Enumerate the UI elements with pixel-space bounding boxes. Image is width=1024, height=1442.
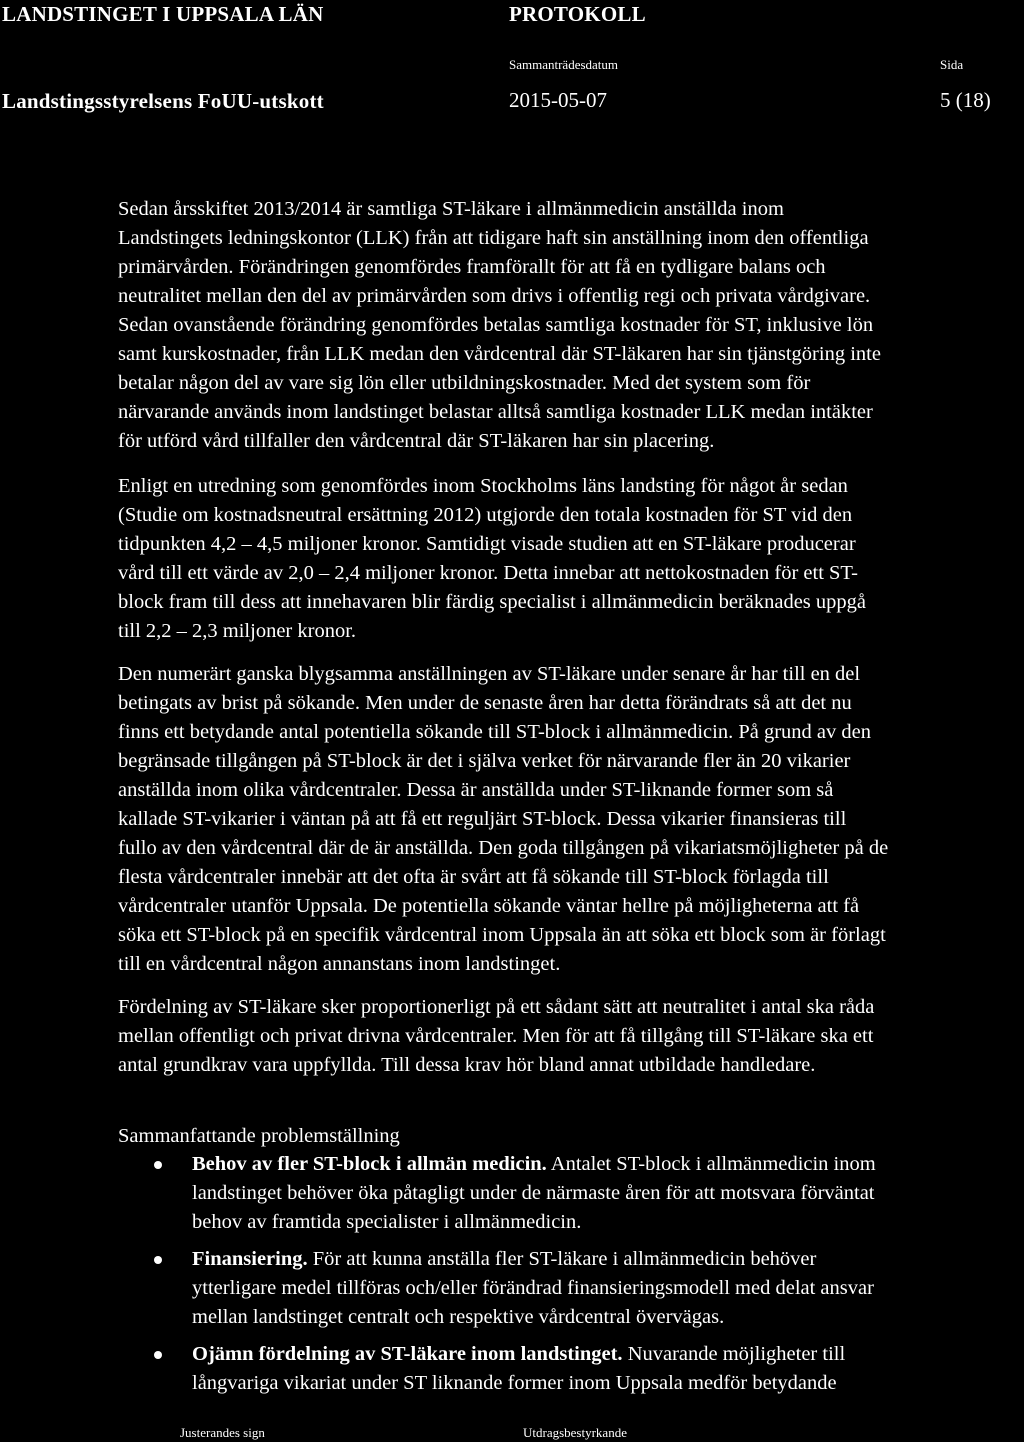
text-line: neutralitet mellan den del av primärvården som drivs i offentlig regi och privata vårdgivare.	[118, 285, 871, 307]
text-line: vård till ett värde av 2,0 – 2,4 miljoner kronor. Detta innebar att nettokostnaden för ett ST-	[118, 562, 858, 584]
text-line: vårdcentraler utanför Uppsala. De potentiella sökande väntar hellre på möjligheterna att få	[118, 895, 860, 917]
list-item-text: Antalet ST-block i allmänmedicin inom	[546, 1153, 876, 1175]
list-item-text: långvariga vikariat under ST liknande former inom Uppsala medför betydande	[192, 1372, 837, 1394]
bullet-icon	[154, 1256, 162, 1264]
text-line: för utförd vård tillfaller den vårdcentral där ST-läkaren har sin placering.	[118, 430, 715, 452]
text-line: närvarande används inom landstinget belastar alltså samtliga kostnader LLK medan intäkter	[118, 401, 873, 423]
document-type: PROTOKOLL	[509, 2, 646, 26]
text-line: Enligt en utredning som genomfördes inom Stockholms läns landsting för något år sedan	[118, 475, 848, 497]
footer-sign-label: Justerandes sign	[180, 1425, 265, 1440]
text-line: samt kurskostnader, från LLK medan den vårdcentral där ST-läkaren har sin tjänstgöring inte	[118, 343, 881, 365]
page-label: Sida	[940, 57, 964, 72]
meeting-date: 2015-05-07	[509, 88, 607, 112]
list-item	[150, 1340, 876, 1398]
text-line: primärvården. Förändringen genomfördes framförallt för att få en tydligare balans och	[118, 256, 826, 278]
list-item-text: mellan landstinget centralt och respektive vårdcentral övervägas.	[192, 1306, 725, 1328]
text-line: betingats av brist på sökande. Men under de senaste åren har detta förändrats så att det nu	[118, 692, 852, 714]
paragraph-2	[118, 472, 1018, 646]
text-line: kallade ST-vikarier i väntan på att få ett reguljärt ST-block. Dessa vikarier finansieras till	[118, 808, 847, 830]
list-item-text: ytterligare medel tillföras och/eller förändrad finansieringsmodell med delat ansvar	[192, 1277, 874, 1299]
text-line: Fördelning av ST-läkare sker proportionerligt på ett sådant sätt att neutralitet i antal ska råda	[118, 996, 875, 1018]
list-item-text: landstinget behöver öka påtagligt under de närmaste åren för att motsvara förväntat	[192, 1182, 875, 1204]
list-item	[150, 1150, 876, 1237]
text-line: betalar någon del av vare sig lön eller utbildningskostnader. Med det system som för	[118, 372, 811, 394]
text-line: Landstingets ledningskontor (LLK) från att tidigare haft sin anställning inom den offentliga	[118, 227, 869, 249]
page-number: 5 (18)	[940, 88, 991, 112]
list-item-title: Finansiering.	[192, 1248, 308, 1270]
list-item-title: Behov av fler ST-block i allmän medicin.	[192, 1153, 547, 1175]
text-line: fullo av den vårdcentral där de är anställda. Den goda tillgången på vikariatsmöjligheter på de	[118, 837, 889, 859]
list-item-text: behov av framtida specialister i allmänmedicin.	[192, 1211, 582, 1233]
text-line: till 2,2 – 2,3 miljoner kronor.	[118, 620, 357, 642]
text-line: begränsade tillgången på ST-block är det i själva verket för närvarande fler än 20 vikarier	[118, 750, 851, 772]
meeting-date-label: Sammanträdesdatum	[509, 57, 619, 72]
text-line: finns ett betydande antal potentiella sökande till ST-block i allmänmedicin. På grund av den	[118, 721, 872, 743]
organization-name: LANDSTINGET I UPPSALA LÄN	[2, 2, 324, 26]
text-line: Den numerärt ganska blygsamma anställningen av ST-läkare under senare år har till en del	[118, 663, 861, 685]
paragraph-3	[118, 660, 1018, 979]
problem-list	[150, 1150, 876, 1406]
text-line: till en vårdcentral någon annanstans inom landstinget.	[118, 953, 561, 975]
text-line: anställda inom olika vårdcentraler. Dessa är anställda under ST-liknande former som så	[118, 779, 834, 801]
committee-name: Landstingsstyrelsens FoUU-utskott	[2, 89, 324, 113]
text-line: Sedan årsskiftet 2013/2014 är samtliga ST-läkare i allmänmedicin anställda inom	[118, 198, 784, 220]
paragraph-4	[118, 993, 1018, 1080]
text-line: mellan offentligt och privat drivna vårdcentraler. Men för att få tillgång till ST-läkare ska ett	[118, 1025, 874, 1047]
list-item	[150, 1245, 876, 1332]
text-line: (Studie om kostnadsneutral ersättning 2012) utgjorde den totala kostnaden för ST vid den	[118, 504, 853, 526]
section-heading-text: Sammanfattande problemställning	[118, 1125, 400, 1147]
text-line: tidpunkten 4,2 – 4,5 miljoner kronor. Samtidigt visade studien att en ST-läkare producerar	[118, 533, 856, 555]
paragraph-1	[118, 195, 1018, 456]
footer-certification-label: Utdragsbestyrkande	[523, 1425, 627, 1440]
text-line: antal grundkrav vara uppfyllda. Till dessa krav hör bland annat utbildade handledare.	[118, 1054, 816, 1076]
list-item-text: För att kunna anställa fler ST-läkare i allmänmedicin behöver	[307, 1248, 817, 1270]
text-line: block fram till dess att innehavaren blir färdig specialist i allmänmedicin beräknades uppgå	[118, 591, 866, 613]
text-line: Sedan ovanstående förändring genomfördes betalas samtliga kostnader för ST, inklusive lön	[118, 314, 874, 336]
text-line: flesta vårdcentraler innebär att det ofta är svårt att få sökande till ST-block förlagda till	[118, 866, 829, 888]
bullet-icon	[154, 1161, 162, 1169]
text-line: söka ett ST-block på en specifik vårdcentral inom Uppsala än att söka ett block som är förlagt	[118, 924, 886, 946]
list-item-text: Nuvarande möjligheter till	[622, 1343, 846, 1365]
section-heading	[118, 1122, 1018, 1151]
bullet-icon	[154, 1351, 162, 1359]
list-item-title: Ojämn fördelning av ST-läkare inom landstinget.	[192, 1343, 623, 1365]
